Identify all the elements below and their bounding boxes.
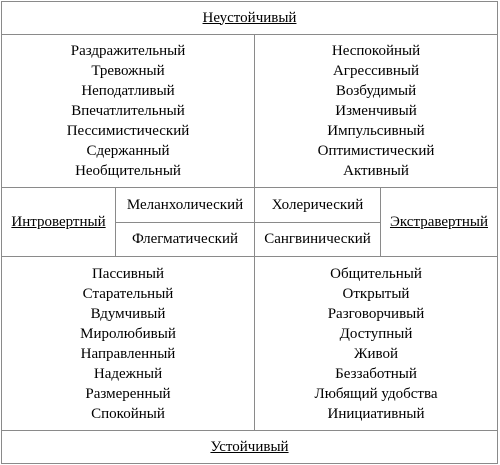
sanguine-cell (254, 222, 381, 257)
trait-item: Открытый (342, 285, 410, 302)
trait-item: Неподатливый (81, 83, 175, 99)
trait-item: Импульсивный (327, 123, 425, 139)
trait-item: Тревожный (91, 63, 165, 79)
unstable-label: Неустойчивый (202, 9, 297, 26)
melancholic-label: Меланхолический (126, 196, 244, 213)
sanguine-traits (254, 256, 498, 431)
trait-item: Миролюбивый (80, 325, 176, 342)
trait-item: Возбудимый (335, 83, 417, 99)
trait-item: Любящий удобства (314, 385, 438, 402)
introvert-label: Интровертный (11, 213, 106, 230)
trait-item: Пессимистический (66, 123, 190, 139)
trait-item: Старательный (82, 285, 174, 302)
phlegmatic-traits (1, 256, 255, 431)
trait-item: Живой (354, 345, 398, 362)
choleric-cell (254, 187, 381, 223)
trait-item: Спокойный (91, 405, 165, 422)
phlegmatic-cell (115, 222, 255, 257)
extravert-label: Экстравертный (389, 213, 488, 230)
trait-item: Доступный (339, 325, 413, 342)
trait-item: Изменчивый (335, 103, 417, 119)
trait-item: Неспокойный (331, 43, 421, 59)
trait-item: Сдержанный (86, 143, 170, 159)
phlegmatic-label: Флегматический (131, 231, 239, 247)
unstable-header (1, 1, 498, 35)
trait-item: Вдумчивый (90, 305, 166, 322)
extravert-cell (380, 187, 498, 257)
sanguine-label: Сангвинический (264, 231, 371, 247)
introvert-cell (1, 187, 116, 257)
trait-item: Активный (343, 163, 409, 179)
melancholic-cell (115, 187, 255, 223)
trait-item: Надежный (93, 365, 163, 382)
trait-item: Инициативный (327, 405, 425, 422)
choleric-label: Холерический (271, 196, 364, 213)
trait-item: Пассивный (91, 265, 165, 282)
trait-item: Размеренный (85, 385, 171, 402)
trait-item: Впечатлительный (71, 103, 185, 119)
trait-item: Общительный (330, 265, 422, 282)
stable-label: Устойчивый (210, 438, 289, 455)
choleric-traits (254, 34, 498, 188)
trait-item: Необщительный (75, 163, 181, 179)
trait-item: Разговорчивый (327, 305, 425, 322)
trait-item: Раздражительный (70, 43, 186, 59)
melancholic-traits (1, 34, 255, 188)
stable-footer (1, 430, 498, 464)
trait-item: Направленный (80, 345, 176, 362)
trait-item: Оптимистический (317, 143, 435, 159)
trait-item: Беззаботный (335, 365, 417, 382)
trait-item: Агрессивный (332, 63, 420, 79)
